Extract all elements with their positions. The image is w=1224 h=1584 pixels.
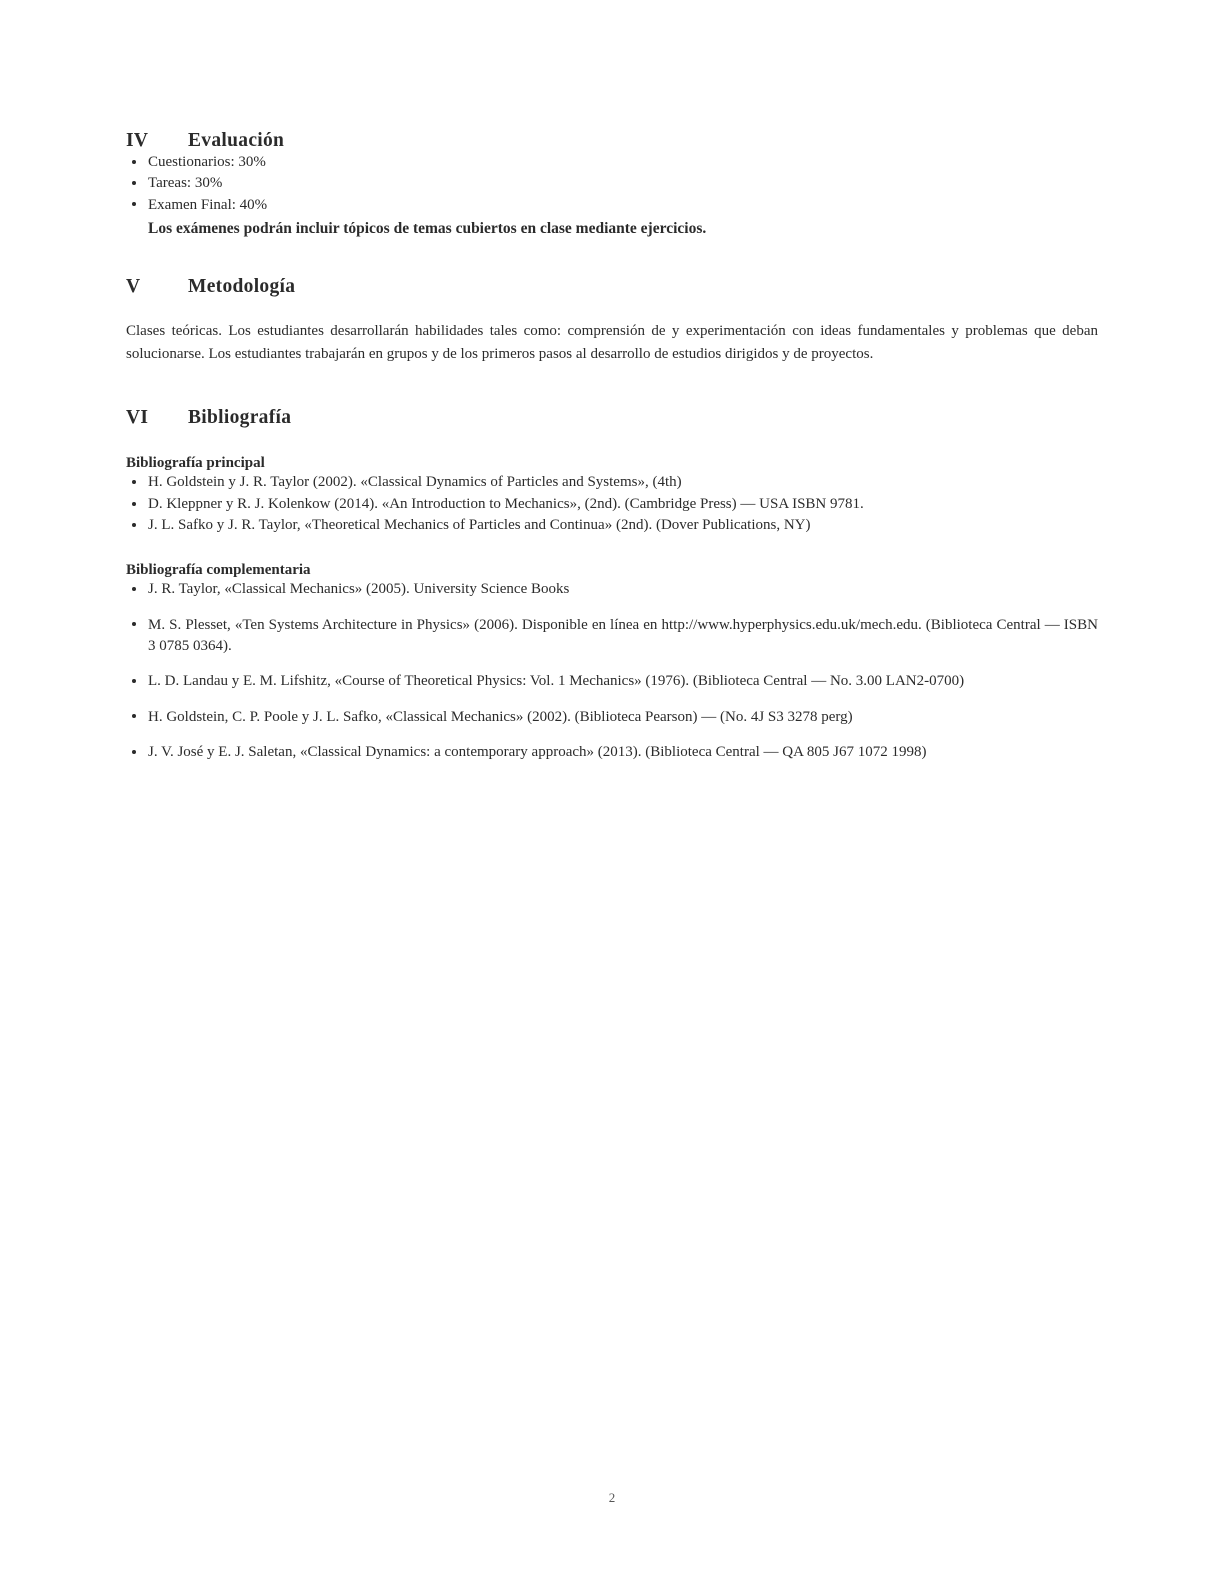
list-item: [126, 671, 1098, 692]
bullet-icon: [132, 202, 136, 206]
bullet-icon: [132, 622, 136, 626]
reference-text: J. L. Safko y J. R. Taylor, «Theoretical Mechanics of Particles and Continua» (2nd). (Dover Publications, NY): [148, 517, 811, 534]
list-item-label: Tareas: 30%: [148, 175, 223, 192]
list-item: [126, 742, 1098, 763]
bibliografia-principal-list: [126, 472, 1098, 536]
reference-text: J. R. Taylor, «Classical Mechanics» (2005). University Science Books: [148, 581, 570, 598]
section-number: IV: [126, 130, 149, 151]
bullet-icon: [132, 502, 136, 506]
list-item: [126, 615, 1098, 658]
bibliografia-principal-label: Bibliografía principal: [126, 455, 265, 472]
section-title: Metodología: [188, 275, 296, 297]
bullet-icon: [132, 523, 136, 527]
list-item: [126, 152, 1098, 173]
reference-text: M. S. Plesset, «Ten Systems Architecture in Physics» (2006). Disponible en línea en http://www.hyperphysics.edu.uk/mech.edu. (Biblioteca Central — ISBN 3 0785 0364).: [148, 616, 1098, 654]
reference-text: J. V. José y E. J. Saletan, «Classical Dynamics: a contemporary approach» (2013). (Biblioteca Central — QA 805 J67 1072 1998): [148, 743, 927, 760]
list-item: [126, 195, 1098, 240]
reference-text: L. D. Landau y E. M. Lifshitz, «Course of Theoretical Physics: Vol. 1 Mechanics» (1976). (Biblioteca Central — No. 3.00 LAN2-0700): [148, 673, 965, 690]
bullet-icon: [132, 181, 136, 185]
list-item: [126, 472, 1098, 493]
bullet-icon: [132, 714, 136, 718]
list-item: [126, 494, 1098, 515]
page-number: 2: [608, 1490, 616, 1505]
section-title: Bibliografía: [188, 407, 292, 429]
section-heading-metodologia: [126, 276, 1098, 298]
section-heading-evaluacion: [126, 130, 1098, 152]
page-content: [126, 120, 1098, 763]
evaluacion-list: [126, 152, 1098, 240]
bullet-icon: [132, 679, 136, 683]
metodologia-paragraph: Clases teóricas. Los estudiantes desarrollarán habilidades tales como: comprensión de y experimentación con ideas fundamentales y problemas que deban solucionarse. Los estudiantes trabajarán en grupos y de los primeros pasos al desarrollo de estudios dirigidos y de proyectos.: [126, 322, 1098, 362]
list-item: [126, 515, 1098, 536]
list-item: [126, 579, 1098, 600]
section-title: Evaluación: [188, 130, 285, 151]
list-item: [126, 173, 1098, 194]
bullet-icon: [132, 480, 136, 484]
list-item-label: Examen Final: 40%: [148, 196, 268, 213]
reference-text: D. Kleppner y R. J. Kolenkow (2014). «An Introduction to Mechanics», (2nd). (Cambridge Press) — USA ISBN 9781.: [148, 495, 864, 512]
list-item: [126, 707, 1098, 728]
list-item-label: Cuestionarios: 30%: [148, 154, 266, 170]
section-heading-bibliografia: [126, 407, 1098, 429]
evaluacion-note: Los exámenes podrán incluir tópicos de temas cubiertos en clase mediante ejercicios.: [148, 219, 707, 237]
section-number: V: [126, 275, 141, 297]
section-number: VI: [126, 407, 149, 429]
reference-text: H. Goldstein y J. R. Taylor (2002). «Classical Dynamics of Particles and Systems», (4th): [148, 474, 682, 491]
bullet-icon: [132, 750, 136, 754]
bullet-icon: [132, 160, 136, 164]
bibliografia-complementaria-label: Bibliografía complementaria: [126, 562, 311, 579]
reference-text: H. Goldstein, C. P. Poole y J. L. Safko, «Classical Mechanics» (2002). (Biblioteca Pearson) — (No. 4J S3 3278 perg): [148, 708, 853, 725]
bibliografia-complementaria-list: [126, 579, 1098, 763]
bullet-icon: [132, 587, 136, 591]
